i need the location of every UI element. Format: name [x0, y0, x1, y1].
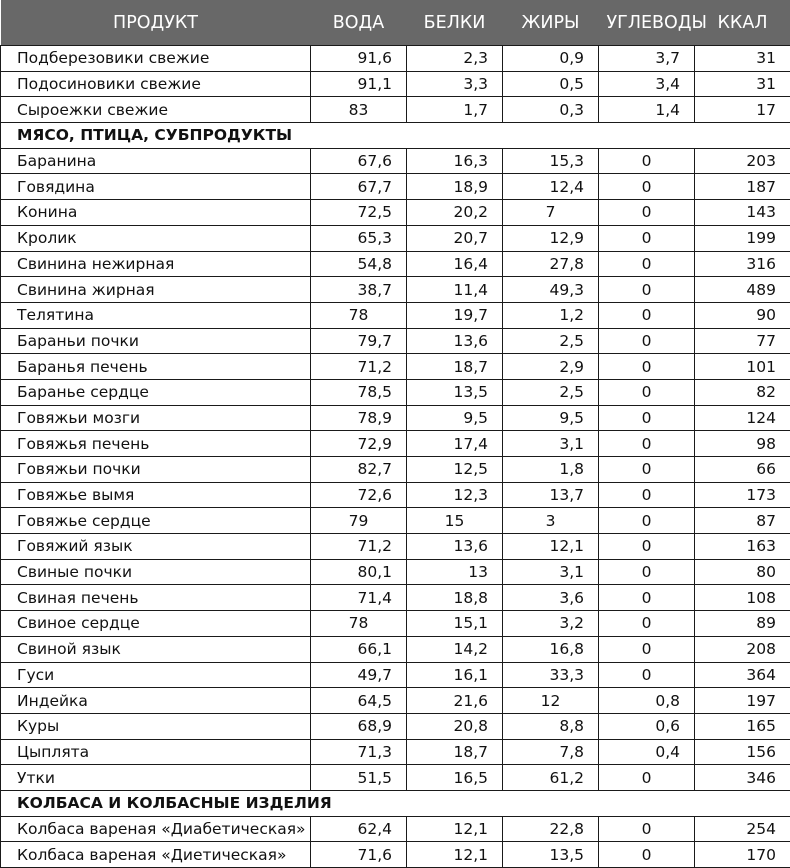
fat-cell: 9,5 — [503, 405, 599, 431]
fat-cell: 13,7 — [503, 482, 599, 508]
protein-cell: 3,3 — [407, 71, 503, 97]
protein-cell: 13,6 — [407, 534, 503, 560]
section-row — [1, 790, 790, 816]
fat-cell: 7 — [503, 200, 599, 226]
table-body — [1, 46, 790, 868]
kcal-cell: 165 — [695, 713, 790, 739]
kcal-cell: 82 — [695, 379, 790, 405]
fat-cell: 2,5 — [503, 328, 599, 354]
water-cell: 65,3 — [311, 225, 407, 251]
kcal-cell: 346 — [695, 765, 790, 791]
water-cell: 78,9 — [311, 405, 407, 431]
protein-cell: 16,1 — [407, 662, 503, 688]
kcal-cell: 156 — [695, 739, 790, 765]
table-row — [1, 534, 790, 560]
kcal-cell: 163 — [695, 534, 790, 560]
table-row — [1, 842, 790, 868]
carbs-cell: 0 — [599, 457, 695, 483]
kcal-cell: 98 — [695, 431, 790, 457]
table-row — [1, 405, 790, 431]
product-name-cell: Говядина — [1, 174, 311, 200]
fat-cell: 33,3 — [503, 662, 599, 688]
table-row — [1, 251, 790, 277]
water-cell: 80,1 — [311, 559, 407, 585]
protein-cell: 20,8 — [407, 713, 503, 739]
carbs-cell: 0 — [599, 662, 695, 688]
fat-cell: 12,9 — [503, 225, 599, 251]
protein-cell: 18,8 — [407, 585, 503, 611]
table-row — [1, 816, 790, 842]
section-title: КОЛБАСА И КОЛБАСНЫЕ ИЗДЕЛИЯ — [1, 790, 790, 816]
carbs-cell: 0 — [599, 482, 695, 508]
table-row — [1, 97, 790, 123]
table-row — [1, 713, 790, 739]
table-row — [1, 585, 790, 611]
water-cell: 62,4 — [311, 816, 407, 842]
kcal-cell: 203 — [695, 148, 790, 174]
protein-cell: 13 — [407, 559, 503, 585]
carbs-cell: 0 — [599, 225, 695, 251]
kcal-cell: 364 — [695, 662, 790, 688]
carbs-cell: 0 — [599, 251, 695, 277]
fat-cell: 3 — [503, 508, 599, 534]
water-cell: 71,2 — [311, 534, 407, 560]
fat-cell: 7,8 — [503, 739, 599, 765]
fat-cell: 61,2 — [503, 765, 599, 791]
product-name-cell: Подосиновики свежие — [1, 71, 311, 97]
fat-cell: 2,5 — [503, 379, 599, 405]
fat-cell: 12,1 — [503, 534, 599, 560]
carbs-cell: 0 — [599, 765, 695, 791]
kcal-cell: 489 — [695, 277, 790, 303]
protein-cell: 18,9 — [407, 174, 503, 200]
water-cell: 71,2 — [311, 354, 407, 380]
carbs-cell: 0 — [599, 379, 695, 405]
water-cell: 54,8 — [311, 251, 407, 277]
header-carbs: УГЛЕВОДЫ — [599, 0, 695, 46]
water-cell: 72,9 — [311, 431, 407, 457]
carbs-cell: 0,4 — [599, 739, 695, 765]
water-cell: 91,6 — [311, 46, 407, 72]
kcal-cell: 143 — [695, 200, 790, 226]
protein-cell: 15 — [407, 508, 503, 534]
water-cell: 83 — [311, 97, 407, 123]
carbs-cell: 0 — [599, 816, 695, 842]
protein-cell: 18,7 — [407, 354, 503, 380]
kcal-cell: 316 — [695, 251, 790, 277]
table-row — [1, 174, 790, 200]
water-cell: 72,6 — [311, 482, 407, 508]
carbs-cell: 0,8 — [599, 688, 695, 714]
water-cell: 78 — [311, 611, 407, 637]
water-cell: 64,5 — [311, 688, 407, 714]
product-name-cell: Баранина — [1, 148, 311, 174]
table-row — [1, 508, 790, 534]
kcal-cell: 80 — [695, 559, 790, 585]
kcal-cell: 254 — [695, 816, 790, 842]
fat-cell: 0,3 — [503, 97, 599, 123]
fat-cell: 1,2 — [503, 302, 599, 328]
water-cell: 79 — [311, 508, 407, 534]
protein-cell: 17,4 — [407, 431, 503, 457]
product-name-cell: Конина — [1, 200, 311, 226]
carbs-cell: 0 — [599, 405, 695, 431]
protein-cell: 12,5 — [407, 457, 503, 483]
protein-cell: 12,3 — [407, 482, 503, 508]
fat-cell: 12 — [503, 688, 599, 714]
fat-cell: 49,3 — [503, 277, 599, 303]
table-row — [1, 482, 790, 508]
table-row — [1, 688, 790, 714]
product-name-cell: Индейка — [1, 688, 311, 714]
product-name-cell: Утки — [1, 765, 311, 791]
kcal-cell: 31 — [695, 71, 790, 97]
section-row — [1, 123, 790, 149]
water-cell: 68,9 — [311, 713, 407, 739]
kcal-cell: 173 — [695, 482, 790, 508]
product-name-cell: Говяжьи мозги — [1, 405, 311, 431]
fat-cell: 3,2 — [503, 611, 599, 637]
carbs-cell: 0 — [599, 611, 695, 637]
kcal-cell: 87 — [695, 508, 790, 534]
product-name-cell: Свиной язык — [1, 636, 311, 662]
product-name-cell: Свинина жирная — [1, 277, 311, 303]
water-cell: 67,6 — [311, 148, 407, 174]
table-row — [1, 739, 790, 765]
product-name-cell: Говяжье сердце — [1, 508, 311, 534]
fat-cell: 0,5 — [503, 71, 599, 97]
table-row — [1, 71, 790, 97]
water-cell: 91,1 — [311, 71, 407, 97]
product-name-cell: Говяжий язык — [1, 534, 311, 560]
product-name-cell: Свиные почки — [1, 559, 311, 585]
carbs-cell: 0 — [599, 200, 695, 226]
protein-cell: 21,6 — [407, 688, 503, 714]
water-cell: 67,7 — [311, 174, 407, 200]
table-row — [1, 431, 790, 457]
protein-cell: 13,5 — [407, 379, 503, 405]
header-water: ВОДА — [311, 0, 407, 46]
table-row — [1, 662, 790, 688]
water-cell: 71,3 — [311, 739, 407, 765]
protein-cell: 16,3 — [407, 148, 503, 174]
carbs-cell: 0 — [599, 559, 695, 585]
fat-cell: 12,4 — [503, 174, 599, 200]
fat-cell: 3,1 — [503, 431, 599, 457]
protein-cell: 2,3 — [407, 46, 503, 72]
fat-cell: 22,8 — [503, 816, 599, 842]
carbs-cell: 0 — [599, 431, 695, 457]
table-row — [1, 277, 790, 303]
fat-cell: 2,9 — [503, 354, 599, 380]
protein-cell: 16,5 — [407, 765, 503, 791]
product-name-cell: Телятина — [1, 302, 311, 328]
carbs-cell: 0 — [599, 508, 695, 534]
table-row — [1, 354, 790, 380]
section-title: МЯСО, ПТИЦА, СУБПРОДУКТЫ — [1, 123, 790, 149]
protein-cell: 13,6 — [407, 328, 503, 354]
table-row — [1, 457, 790, 483]
protein-cell: 19,7 — [407, 302, 503, 328]
water-cell: 71,6 — [311, 842, 407, 868]
fat-cell: 15,3 — [503, 148, 599, 174]
carbs-cell: 3,7 — [599, 46, 695, 72]
product-name-cell: Свиная печень — [1, 585, 311, 611]
protein-cell: 12,1 — [407, 816, 503, 842]
table-row — [1, 611, 790, 637]
carbs-cell: 0,6 — [599, 713, 695, 739]
carbs-cell: 0 — [599, 148, 695, 174]
product-name-cell: Колбаса вареная «Диетическая» — [1, 842, 311, 868]
table-row — [1, 225, 790, 251]
water-cell: 78 — [311, 302, 407, 328]
carbs-cell: 0 — [599, 585, 695, 611]
fat-cell: 1,8 — [503, 457, 599, 483]
protein-cell: 18,7 — [407, 739, 503, 765]
fat-cell: 16,8 — [503, 636, 599, 662]
water-cell: 38,7 — [311, 277, 407, 303]
kcal-cell: 187 — [695, 174, 790, 200]
fat-cell: 3,1 — [503, 559, 599, 585]
carbs-cell: 1,4 — [599, 97, 695, 123]
carbs-cell: 0 — [599, 354, 695, 380]
water-cell: 66,1 — [311, 636, 407, 662]
product-name-cell: Говяжье вымя — [1, 482, 311, 508]
table-row — [1, 302, 790, 328]
protein-cell: 14,2 — [407, 636, 503, 662]
water-cell: 72,5 — [311, 200, 407, 226]
product-name-cell: Подберезовики свежие — [1, 46, 311, 72]
fat-cell: 13,5 — [503, 842, 599, 868]
header-row — [1, 0, 790, 46]
water-cell: 78,5 — [311, 379, 407, 405]
carbs-cell: 0 — [599, 534, 695, 560]
product-name-cell: Говяжьи почки — [1, 457, 311, 483]
kcal-cell: 17 — [695, 97, 790, 123]
carbs-cell: 0 — [599, 842, 695, 868]
kcal-cell: 170 — [695, 842, 790, 868]
product-name-cell: Кролик — [1, 225, 311, 251]
kcal-cell: 101 — [695, 354, 790, 380]
table-row — [1, 636, 790, 662]
kcal-cell: 89 — [695, 611, 790, 637]
product-name-cell: Свиное сердце — [1, 611, 311, 637]
protein-cell: 1,7 — [407, 97, 503, 123]
product-name-cell: Свинина нежирная — [1, 251, 311, 277]
table-row — [1, 765, 790, 791]
water-cell: 71,4 — [311, 585, 407, 611]
protein-cell: 12,1 — [407, 842, 503, 868]
fat-cell: 27,8 — [503, 251, 599, 277]
fat-cell: 0,9 — [503, 46, 599, 72]
table-row — [1, 559, 790, 585]
water-cell: 51,5 — [311, 765, 407, 791]
kcal-cell: 66 — [695, 457, 790, 483]
table-header — [1, 0, 790, 46]
fat-cell: 8,8 — [503, 713, 599, 739]
product-name-cell: Говяжья печень — [1, 431, 311, 457]
table-row — [1, 148, 790, 174]
water-cell: 82,7 — [311, 457, 407, 483]
carbs-cell: 0 — [599, 328, 695, 354]
table-row — [1, 379, 790, 405]
header-protein: БЕЛКИ — [407, 0, 503, 46]
kcal-cell: 199 — [695, 225, 790, 251]
product-name-cell: Куры — [1, 713, 311, 739]
table-row — [1, 200, 790, 226]
header-kcal: ККАЛ — [695, 0, 790, 46]
water-cell: 49,7 — [311, 662, 407, 688]
carbs-cell: 0 — [599, 636, 695, 662]
product-name-cell: Колбаса вареная «Диабетическая» — [1, 816, 311, 842]
protein-cell: 20,2 — [407, 200, 503, 226]
product-name-cell: Цыплята — [1, 739, 311, 765]
header-fat: ЖИРЫ — [503, 0, 599, 46]
carbs-cell: 0 — [599, 174, 695, 200]
protein-cell: 9,5 — [407, 405, 503, 431]
kcal-cell: 108 — [695, 585, 790, 611]
product-name-cell: Гуси — [1, 662, 311, 688]
kcal-cell: 208 — [695, 636, 790, 662]
protein-cell: 20,7 — [407, 225, 503, 251]
water-cell: 79,7 — [311, 328, 407, 354]
product-name-cell: Бараньи почки — [1, 328, 311, 354]
fat-cell: 3,6 — [503, 585, 599, 611]
protein-cell: 15,1 — [407, 611, 503, 637]
product-name-cell: Баранье сердце — [1, 379, 311, 405]
kcal-cell: 77 — [695, 328, 790, 354]
table-row — [1, 328, 790, 354]
protein-cell: 11,4 — [407, 277, 503, 303]
product-name-cell: Сыроежки свежие — [1, 97, 311, 123]
kcal-cell: 31 — [695, 46, 790, 72]
kcal-cell: 124 — [695, 405, 790, 431]
protein-cell: 16,4 — [407, 251, 503, 277]
kcal-cell: 90 — [695, 302, 790, 328]
carbs-cell: 0 — [599, 277, 695, 303]
kcal-cell: 197 — [695, 688, 790, 714]
carbs-cell: 0 — [599, 302, 695, 328]
carbs-cell: 3,4 — [599, 71, 695, 97]
table-row — [1, 46, 790, 72]
header-product: ПРОДУКТ — [1, 0, 311, 46]
product-name-cell: Баранья печень — [1, 354, 311, 380]
